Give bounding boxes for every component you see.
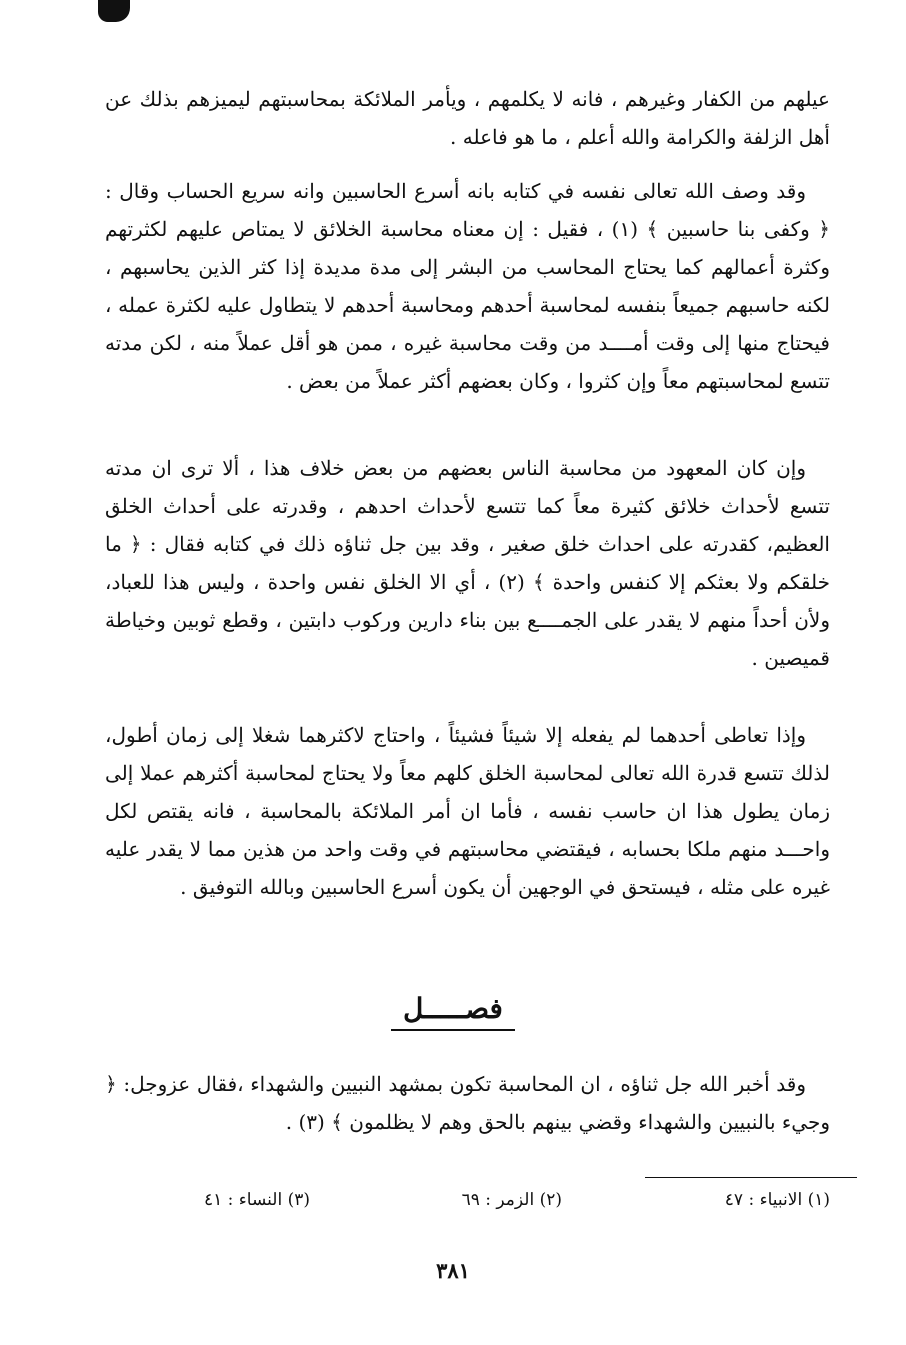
page-number: ٣٨١ <box>436 1258 470 1283</box>
paragraph-text: وإذا تعاطى أحدهما لم يفعله إلا شيئاً فشيئاً ، واحتاج لاكثرهما شغلا إلى زمان أطول، لذلك تتسع قدرة الله تعالى لمحاسبة الخلق كلهم معاً ولا يحتاج لمحاسبة أكثرهم عملا إلى زمان يطول هذا ان حاسب نفسه ، فأما ان أمر الملائكة بالمحاسبة ، فانه يقتص لكل واحـــد منهم ملكا بحسابه ، فيقتضي محاسبتهم في وقت واحد من هذين مما لا يقدر عليه غيره على مثله ، فيستحق في الوجهين أن يكون أسرع الحاسبين وبالله التوفيق . <box>105 723 830 899</box>
paragraph-text: وقد أخبر الله جل ثناؤه ، ان المحاسبة تكون بمشهد النبيين والشهداء ،فقال عزوجل: ﴿ وجيء بالنبيين والشهداء وقضي بينهم بالحق وهم لا يظلمون ﴾ (٣) . <box>105 1072 830 1134</box>
paragraph-2 <box>105 449 830 677</box>
paragraph-text: وإن كان المعهود من محاسبة الناس بعضهم من بعض خلاف هذا ، ألا ترى ان مدته تتسع لأحداث خلائق كثيرة معاً كما تتسع لأحداث احدهم ، وقدرته على أحداث الخلق العظيم، كقدرته على احداث خلق صغير ، وقد بين جل ثناؤه ذلك في كتابه فقال : ﴿ ما خلقكم ولا بعثكم إلا كنفس واحدة ﴾ (٢) ، أي الا الخلق نفس واحدة ، وليس هذا للعباد، ولأن أحداً منهم لا يقدر على الجمــــع بين بناء دارين وركوب دابتين ، وقطع ثوبين وخياطة قميصين . <box>105 456 830 670</box>
paragraph-1 <box>105 172 830 400</box>
footnotes <box>150 1190 830 1220</box>
section-paragraph <box>105 1065 830 1141</box>
section-heading-text: فصـــــل <box>391 992 515 1031</box>
paragraph-text: وقد وصف الله تعالى نفسه في كتابه بانه أسرع الحاسبين وانه سريع الحساب وقال : ﴿ وكفى بنا حاسبين ﴾ (١) ، فقيل : إن معناه محاسبة الخلائق لا يمتاص عليهم لكثرتهم وكثرة أعمالهم كما يحتاج المحاسب من البشر إلى مدة مديدة إذا كثر الذين يحاسبهم ، لكنه حاسبهم جميعاً بنفسه لمحاسبة أحدهم ومحاسبة أحدهم لا يتطاول عليه لكثرة عمله ، فيحتاج منها إلى وقت أمــــد من وقت محاسبة غيره ، ممن هو أقل عملاً منه ، لكن مدته تتسع لمحاسبتهم معاً وإن كثروا ، وكان بعضهم أكثر عملاً من بعض . <box>105 179 830 393</box>
paragraph-text: عيلهم من الكفار وغيرهم ، فانه لا يكلمهم ، ويأمر الملائكة بمحاسبتهم ليميزهم بذلك عن أهل الزلفة والكرامة والله أعلم ، ما هو فاعله . <box>105 87 830 149</box>
footnote-1: (١) الانبياء : ٤٧ <box>724 1190 830 1210</box>
scan-corner-mark <box>98 0 130 22</box>
footnote-divider <box>645 1177 857 1178</box>
footnote-2: (٢) الزمر : ٦٩ <box>461 1190 562 1210</box>
continued-paragraph <box>105 80 830 156</box>
section-heading <box>0 992 906 1031</box>
paragraph-3 <box>105 716 830 906</box>
footnote-3: (٣) النساء : ٤١ <box>204 1190 310 1210</box>
